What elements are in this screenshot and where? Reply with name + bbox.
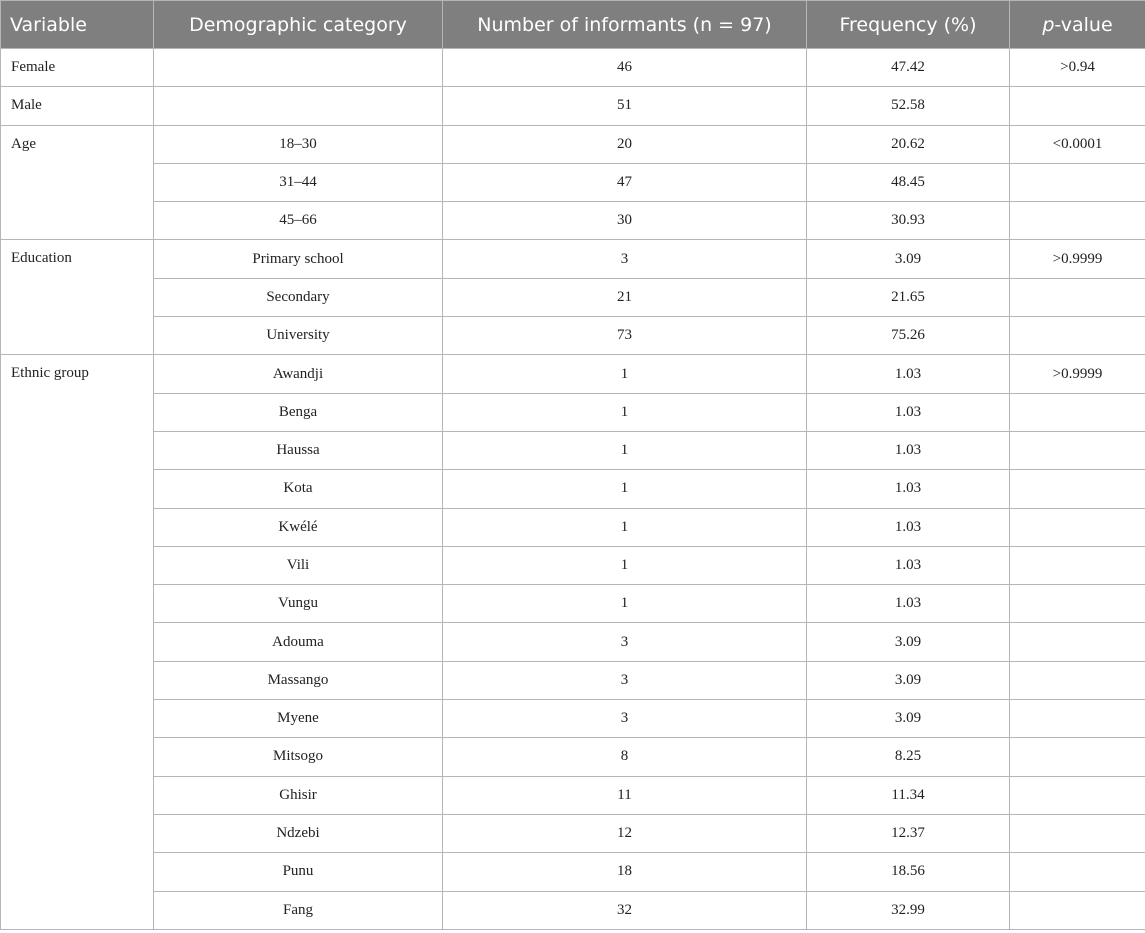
table-row	[1, 163, 1145, 201]
category-cell: Punu	[154, 853, 443, 891]
pvalue-cell	[1010, 853, 1145, 891]
header-pvalue-rest: -value	[1054, 13, 1113, 36]
variable-cell: Ethnic group	[1, 355, 154, 929]
pvalue-cell: <0.0001	[1010, 125, 1145, 163]
informants-cell: 1	[443, 393, 807, 431]
category-cell: Kota	[154, 470, 443, 508]
informants-cell: 1	[443, 508, 807, 546]
category-cell: Awandji	[154, 355, 443, 393]
table-row	[1, 508, 1145, 546]
frequency-cell: 47.42	[807, 49, 1010, 87]
informants-cell: 18	[443, 853, 807, 891]
variable-cell: Education	[1, 240, 154, 355]
variable-cell: Age	[1, 125, 154, 240]
pvalue-cell	[1010, 163, 1145, 201]
pvalue-cell	[1010, 317, 1145, 355]
category-cell: University	[154, 317, 443, 355]
category-cell: Fang	[154, 891, 443, 929]
category-cell: Vili	[154, 546, 443, 584]
header-pvalue	[1010, 1, 1145, 49]
informants-cell: 30	[443, 202, 807, 240]
pvalue-cell	[1010, 508, 1145, 546]
variable-cell: Female	[1, 49, 154, 87]
table-row	[1, 202, 1145, 240]
frequency-cell: 52.58	[807, 87, 1010, 125]
variable-cell: Male	[1, 87, 154, 125]
pvalue-cell: >0.9999	[1010, 355, 1145, 393]
table-header	[1, 1, 1145, 49]
header-row	[1, 1, 1145, 49]
frequency-cell: 1.03	[807, 546, 1010, 584]
category-cell: Adouma	[154, 623, 443, 661]
frequency-cell: 1.03	[807, 431, 1010, 469]
informants-cell: 20	[443, 125, 807, 163]
category-cell: Vungu	[154, 585, 443, 623]
frequency-cell: 11.34	[807, 776, 1010, 814]
pvalue-cell	[1010, 585, 1145, 623]
category-cell: Ndzebi	[154, 814, 443, 852]
category-cell: Secondary	[154, 278, 443, 316]
table-row	[1, 393, 1145, 431]
pvalue-cell	[1010, 278, 1145, 316]
header-pvalue-italic: p	[1042, 13, 1055, 36]
pvalue-cell	[1010, 738, 1145, 776]
informants-cell: 12	[443, 814, 807, 852]
informants-cell: 51	[443, 87, 807, 125]
table-row	[1, 87, 1145, 125]
informants-cell: 73	[443, 317, 807, 355]
category-cell: Haussa	[154, 431, 443, 469]
informants-cell: 1	[443, 585, 807, 623]
informants-cell: 32	[443, 891, 807, 929]
frequency-cell: 21.65	[807, 278, 1010, 316]
category-cell: Mitsogo	[154, 738, 443, 776]
category-cell: Kwélé	[154, 508, 443, 546]
informants-cell: 1	[443, 355, 807, 393]
table-row	[1, 661, 1145, 699]
frequency-cell: 3.09	[807, 240, 1010, 278]
category-cell: Primary school	[154, 240, 443, 278]
category-cell: Ghisir	[154, 776, 443, 814]
header-category: Demographic category	[154, 1, 443, 49]
pvalue-cell	[1010, 470, 1145, 508]
table-row	[1, 470, 1145, 508]
frequency-cell: 1.03	[807, 508, 1010, 546]
pvalue-cell	[1010, 393, 1145, 431]
table-row	[1, 776, 1145, 814]
frequency-cell: 75.26	[807, 317, 1010, 355]
table-row	[1, 623, 1145, 661]
pvalue-cell	[1010, 891, 1145, 929]
table-row	[1, 431, 1145, 469]
pvalue-cell	[1010, 661, 1145, 699]
table-row	[1, 700, 1145, 738]
category-cell: 45–66	[154, 202, 443, 240]
table-row	[1, 814, 1145, 852]
pvalue-cell	[1010, 546, 1145, 584]
pvalue-cell	[1010, 814, 1145, 852]
category-cell: 31–44	[154, 163, 443, 201]
frequency-cell: 12.37	[807, 814, 1010, 852]
pvalue-cell: >0.9999	[1010, 240, 1145, 278]
informants-cell: 1	[443, 546, 807, 584]
category-cell: Myene	[154, 700, 443, 738]
frequency-cell: 8.25	[807, 738, 1010, 776]
frequency-cell: 1.03	[807, 355, 1010, 393]
frequency-cell: 3.09	[807, 623, 1010, 661]
table-row	[1, 278, 1145, 316]
category-cell	[154, 87, 443, 125]
informants-cell: 3	[443, 623, 807, 661]
header-informants: Number of informants (n = 97)	[443, 1, 807, 49]
frequency-cell: 3.09	[807, 661, 1010, 699]
frequency-cell: 20.62	[807, 125, 1010, 163]
informants-cell: 8	[443, 738, 807, 776]
table-row	[1, 49, 1145, 87]
pvalue-cell	[1010, 431, 1145, 469]
table-body	[1, 49, 1145, 930]
table-row	[1, 317, 1145, 355]
category-cell: Benga	[154, 393, 443, 431]
pvalue-cell	[1010, 87, 1145, 125]
frequency-cell: 32.99	[807, 891, 1010, 929]
pvalue-cell: >0.94	[1010, 49, 1145, 87]
pvalue-cell	[1010, 700, 1145, 738]
informants-cell: 3	[443, 240, 807, 278]
table-row	[1, 891, 1145, 929]
informants-cell: 47	[443, 163, 807, 201]
table-row	[1, 355, 1145, 393]
informants-cell: 46	[443, 49, 807, 87]
category-cell	[154, 49, 443, 87]
pvalue-cell	[1010, 776, 1145, 814]
informants-cell: 11	[443, 776, 807, 814]
frequency-cell: 1.03	[807, 470, 1010, 508]
informants-cell: 3	[443, 700, 807, 738]
table-row	[1, 738, 1145, 776]
informants-cell: 3	[443, 661, 807, 699]
frequency-cell: 18.56	[807, 853, 1010, 891]
frequency-cell: 30.93	[807, 202, 1010, 240]
informants-cell: 21	[443, 278, 807, 316]
informants-cell: 1	[443, 470, 807, 508]
pvalue-cell	[1010, 202, 1145, 240]
table-row	[1, 853, 1145, 891]
category-cell: Massango	[154, 661, 443, 699]
header-frequency: Frequency (%)	[807, 1, 1010, 49]
table-row	[1, 240, 1145, 278]
header-variable: Variable	[1, 1, 154, 49]
table-row	[1, 546, 1145, 584]
frequency-cell: 3.09	[807, 700, 1010, 738]
category-cell: 18–30	[154, 125, 443, 163]
frequency-cell: 1.03	[807, 585, 1010, 623]
frequency-cell: 1.03	[807, 393, 1010, 431]
table-row	[1, 585, 1145, 623]
pvalue-cell	[1010, 623, 1145, 661]
informants-cell: 1	[443, 431, 807, 469]
table-row	[1, 125, 1145, 163]
frequency-cell: 48.45	[807, 163, 1010, 201]
